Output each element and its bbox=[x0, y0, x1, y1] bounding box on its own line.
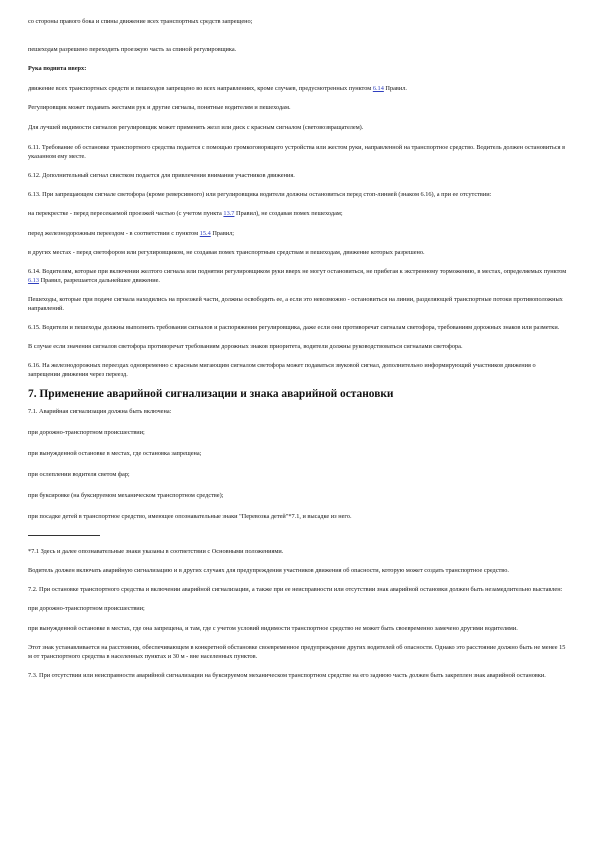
paragraph: Этот знак устанавливается на расстоянии, обеспечивающем в конкретной обстановке своевременное предупреждение других водителей об опасности. Однако это расстояние должно быть не менее 15 м от транспортного средства в населенных пунктах и 30 м - вне населенных пунктов. bbox=[28, 644, 566, 660]
paragraph: 6.13. При запрещающем сигнале светофора (кроме реверсивного) или регулировщика водители должны остановиться перед стоп-линией (знаком 6.16), а при ее отсутствии: bbox=[28, 191, 492, 198]
section-heading: 7. Применение аварийной сигнализации и знака аварийной остановки bbox=[28, 388, 394, 400]
paragraph-text: Правил; bbox=[210, 230, 235, 237]
rule-link[interactable]: 6.13 bbox=[28, 277, 40, 284]
list-item: при вынужденной остановке в местах, где она запрещена, и там, где с учетом условий видимости транспортное средство не может быть своевременно замечено другими водителями. bbox=[28, 625, 518, 632]
paragraph: 6.15. Водители и пешеходы должны выполнять требования сигналов и распоряжения регулировщика, даже если они противоречат сигналам светофора, требованиям дорожных знаков или разметки. bbox=[28, 324, 560, 331]
paragraph-text: перед железнодорожным переездом - в соответствии с пунктом bbox=[28, 230, 200, 237]
list-item: при дорожно-транспортном происшествии; bbox=[28, 429, 145, 436]
paragraph: 6.16. На железнодорожных переездах одновременно с красным мигающим сигналом светофора может подаваться звуковой сигнал, дополнительно информирующий участников движения о запрещении движения через переезд. bbox=[28, 362, 536, 378]
paragraph-text: 6.14. Водителям, которые при включении желтого сигнала или поднятии регулировщиком руки вверх не могут остановиться, не прибегая к экстренному торможению, в местах, определяемых пунктом bbox=[28, 268, 567, 275]
rule-link[interactable]: 13.7 bbox=[223, 210, 235, 217]
paragraph-text: Правил, разрешается дальнейшее движение. bbox=[39, 277, 160, 284]
list-item: при ослеплении водителя светом фар; bbox=[28, 471, 130, 478]
paragraph: 7.2. При остановке транспортного средства и включении аварийной сигнализации, а также при ее неисправности или отсутствии знак аварийной остановки должен быть незамедлительно выставлен: bbox=[28, 586, 563, 593]
list-item: при посадке детей в транспортное средство, имеющее опознавательные знаки "Перевозка детей"*7.1, и высадке из него. bbox=[28, 513, 352, 520]
paragraph-text: движение всех транспортных средств и пешеходов запрещено во всех направлениях, кроме случаев, предусмотренных пунктом bbox=[28, 85, 373, 92]
paragraph: пешеходам разрешено переходить проезжую часть за спиной регулировщика. bbox=[28, 46, 237, 53]
paragraph: Для лучшей видимости сигналов регулировщик может применять жезл или диск с красным сигналом (световозвращателем). bbox=[28, 124, 364, 131]
list-item: при буксировке (на буксируемом механическом транспортном средстве); bbox=[28, 492, 224, 499]
paragraph: 7.1. Аварийная сигнализация должна быть включена: bbox=[28, 408, 172, 415]
paragraph bbox=[28, 229, 568, 238]
paragraph bbox=[28, 209, 568, 218]
paragraph bbox=[28, 267, 568, 285]
paragraph-text: Правил), не создавая помех пешеходам; bbox=[234, 210, 343, 217]
paragraph: 7.3. При отсутствии или неисправности аварийной сигнализации на буксируемом механическом транспортном средстве на его заднюю часть должен быть закреплен знак аварийной остановки. bbox=[28, 672, 546, 679]
document-page bbox=[28, 10, 568, 680]
list-item: при вынужденной остановке в местах, где остановка запрещена; bbox=[28, 450, 202, 457]
list-item: при дорожно-транспортном происшествии; bbox=[28, 605, 145, 612]
paragraph: со стороны правого бока и спины движение всех транспортных средств запрещено; bbox=[28, 18, 253, 25]
paragraph: Водитель должен включать аварийную сигнализацию и в других случаях для предупреждения участников движения об опасности, которую может создать транспортное средство. bbox=[28, 567, 509, 574]
paragraph: Пешеходы, которые при подаче сигнала находились на проезжей части, должны освободить ее, а если это невозможно - остановиться на линии, разделяющей транспортные потоки противоположных направлений. bbox=[28, 296, 563, 312]
paragraph: В случае если значения сигналов светофора противоречат требованиям дорожных знаков приоритета, водители должны руководствоваться сигналами светофора. bbox=[28, 343, 463, 350]
paragraph: Регулировщик может подавать жестами рук и другие сигналы, понятные водителям и пешеходам. bbox=[28, 104, 291, 111]
paragraph: 6.12. Дополнительный сигнал свистком подается для привлечения внимания участников движения. bbox=[28, 172, 295, 179]
footnote-divider bbox=[28, 535, 100, 536]
rule-link[interactable]: 6.14 bbox=[372, 85, 384, 92]
paragraph bbox=[28, 84, 568, 93]
paragraph-text: на перекрестке - перед пересекаемой проезжей частью (с учетом пункта bbox=[28, 210, 224, 217]
paragraph: в других местах - перед светофором или регулировщиком, не создавая помех транспортным средствам и пешеходам, движение которых разрешено. bbox=[28, 249, 425, 256]
rule-link[interactable]: 15.4 bbox=[199, 230, 211, 237]
footnote: *7.1 Здесь и далее опознавательные знаки указаны в соответствии с Основными положениями. bbox=[28, 548, 284, 555]
paragraph-text: Правил. bbox=[383, 85, 407, 92]
subheading: Рука поднята вверх: bbox=[28, 65, 87, 72]
paragraph: 6.11. Требование об остановке транспортного средства подается с помощью громкоговорящего устройства или жестом руки, направленной на транспортное средство. Водитель должен остановиться в указанном ему месте. bbox=[28, 144, 566, 160]
